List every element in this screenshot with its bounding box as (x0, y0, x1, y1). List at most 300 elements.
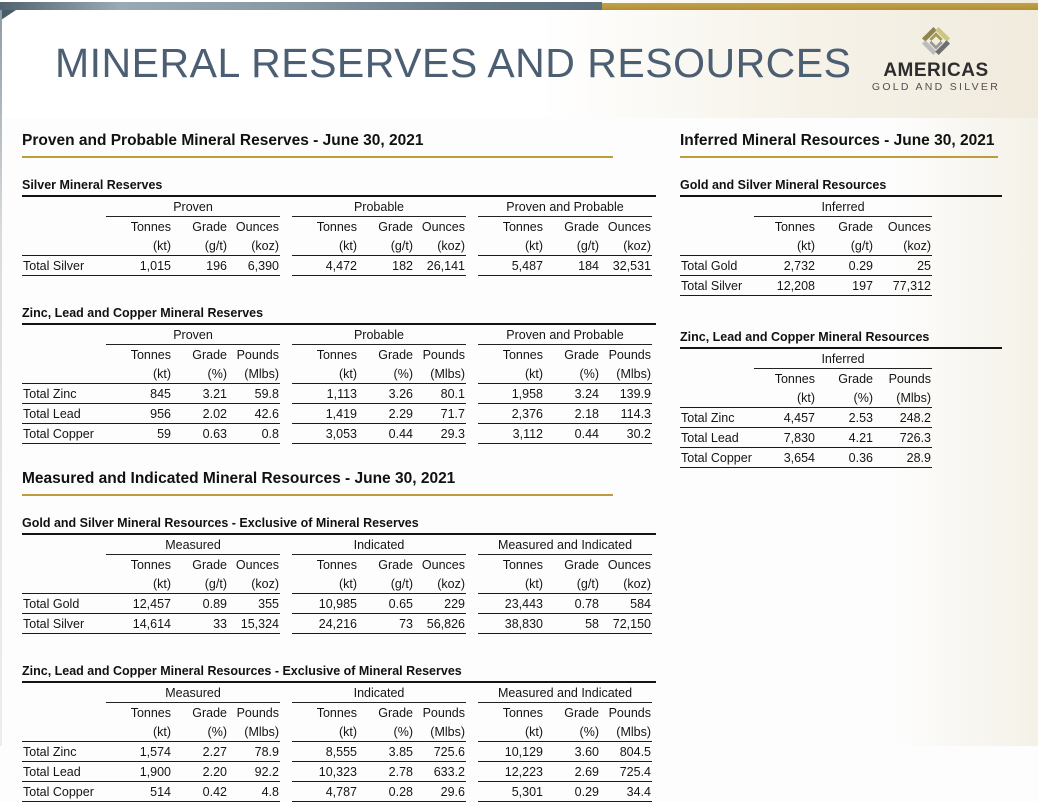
column-header: Grade (192, 705, 227, 720)
column-header: Tonnes (502, 557, 543, 572)
group-header: Inferred (754, 349, 932, 369)
cell-value: 184 (544, 256, 600, 276)
woven-diamond-logo-icon (917, 22, 955, 58)
group-header: Probable (292, 197, 466, 217)
column-header: Pounds (422, 705, 465, 720)
column-header: Grade (192, 347, 227, 362)
column-gap (466, 256, 478, 276)
column-gap (466, 217, 478, 236)
row-label: Total Zinc (22, 742, 106, 762)
cell-value: 2.18 (544, 404, 600, 424)
column-header: Tonnes (774, 219, 815, 234)
column-header: Pounds (422, 347, 465, 362)
cell-value: 8,555 (292, 742, 358, 762)
spacer-cell (680, 217, 754, 236)
column-gap (280, 256, 292, 276)
column-header: Tonnes (774, 371, 815, 386)
cell-value: 5,301 (478, 782, 544, 802)
column-gap (466, 364, 478, 384)
row-label: Total Silver (680, 276, 754, 296)
cell-value: 80.1 (414, 384, 466, 404)
table-grid (680, 197, 932, 296)
spacer-cell (680, 236, 754, 256)
cell-value: 72,150 (600, 614, 652, 634)
column-header: Grade (192, 219, 227, 234)
row-label: Total Lead (680, 428, 754, 448)
column-header: Grade (564, 347, 599, 362)
column-header: Grade (564, 219, 599, 234)
row-label: Total Lead (22, 404, 106, 424)
cell-value: 2.02 (172, 404, 228, 424)
column-header: Grade (192, 557, 227, 572)
unit-label: (kt) (292, 574, 358, 594)
cell-value: 2.78 (358, 762, 414, 782)
cell-value: 0.36 (816, 448, 874, 468)
unit-label: (%) (544, 364, 600, 384)
column-header: Grade (564, 557, 599, 572)
unit-label: (g/t) (172, 236, 228, 256)
column-gap (280, 594, 292, 614)
unit-label: (Mlbs) (874, 388, 932, 408)
cell-value: 355 (228, 594, 280, 614)
spacer-cell (22, 236, 106, 256)
unit-label: (kt) (292, 722, 358, 742)
column-header: Ounces (607, 557, 651, 572)
row-label: Total Silver (22, 614, 106, 634)
column-gap (280, 614, 292, 634)
column-header: Tonnes (502, 705, 543, 720)
column-header: Grade (564, 705, 599, 720)
cell-value: 0.44 (358, 424, 414, 444)
table-grid (22, 325, 652, 444)
unit-label: (kt) (292, 236, 358, 256)
cell-value: 182 (358, 256, 414, 276)
cell-value: 78.9 (228, 742, 280, 762)
column-gap (280, 404, 292, 424)
cell-value: 3,654 (754, 448, 816, 468)
unit-label: (g/t) (358, 236, 414, 256)
spacer-cell (680, 388, 754, 408)
cell-value: 2.27 (172, 742, 228, 762)
column-gap (280, 424, 292, 444)
unit-label: (%) (172, 722, 228, 742)
column-gap (466, 614, 478, 634)
spacer-cell (22, 345, 106, 364)
unit-label: (kt) (106, 236, 172, 256)
column-gap (280, 197, 292, 217)
cell-value: 38,830 (478, 614, 544, 634)
cell-value: 34.4 (600, 782, 652, 802)
group-header: Proven and Probable (478, 325, 652, 345)
unit-label: (Mlbs) (414, 722, 466, 742)
row-label: Total Gold (22, 594, 106, 614)
section-heading-reserves: Proven and Probable Mineral Reserves - June 30, 2021 (22, 132, 613, 158)
cell-value: 15,324 (228, 614, 280, 634)
cell-value: 0.29 (816, 256, 874, 276)
row-label: Total Gold (680, 256, 754, 276)
column-header: Grade (378, 705, 413, 720)
table-subtitle: Gold and Silver Mineral Resources - Exclusive of Mineral Reserves (22, 515, 656, 535)
cell-value: 514 (106, 782, 172, 802)
cell-value: 2.29 (358, 404, 414, 424)
column-gap (466, 535, 478, 555)
column-header: Grade (838, 371, 873, 386)
group-header: Measured and Indicated (478, 535, 652, 555)
unit-label: (kt) (106, 722, 172, 742)
column-gap (466, 555, 478, 574)
column-gap (466, 325, 478, 345)
column-header: Ounces (421, 219, 465, 234)
column-gap (280, 574, 292, 594)
cell-value: 59 (106, 424, 172, 444)
logo-company-name: AMERICAS (883, 60, 989, 81)
cell-value: 23,443 (478, 594, 544, 614)
column-header: Pounds (236, 705, 279, 720)
cell-value: 33 (172, 614, 228, 634)
cell-value: 2.53 (816, 408, 874, 428)
group-header: Proven (106, 197, 280, 217)
spacer-cell (22, 364, 106, 384)
logo-tagline: GOLD AND SILVER (871, 81, 1001, 93)
unit-label: (g/t) (172, 574, 228, 594)
unit-label: (g/t) (544, 236, 600, 256)
cell-value: 229 (414, 594, 466, 614)
spacer-cell (22, 722, 106, 742)
unit-label: (koz) (600, 236, 652, 256)
cell-value: 42.6 (228, 404, 280, 424)
spacer-cell (22, 197, 106, 217)
company-logo (856, 22, 1016, 94)
cell-value: 28.9 (874, 448, 932, 468)
column-header: Tonnes (316, 219, 357, 234)
spacer-cell (680, 369, 754, 388)
cell-value: 2.20 (172, 762, 228, 782)
column-gap (466, 782, 478, 802)
cell-value: 4.21 (816, 428, 874, 448)
cell-value: 12,223 (478, 762, 544, 782)
corner-notch (1, 10, 16, 20)
row-label: Total Silver (22, 256, 106, 276)
spacer-cell (22, 555, 106, 574)
cell-value: 12,208 (754, 276, 816, 296)
group-header: Proven and Probable (478, 197, 652, 217)
cell-value: 14,614 (106, 614, 172, 634)
column-header: Tonnes (502, 347, 543, 362)
column-header: Pounds (608, 705, 651, 720)
cell-value: 0.8 (228, 424, 280, 444)
spacer-cell (22, 217, 106, 236)
column-header: Tonnes (130, 705, 171, 720)
group-header: Measured (106, 683, 280, 703)
cell-value: 5,487 (478, 256, 544, 276)
cell-value: 56,826 (414, 614, 466, 634)
cell-value: 4,472 (292, 256, 358, 276)
unit-label: (koz) (600, 574, 652, 594)
column-header: Pounds (608, 347, 651, 362)
column-gap (466, 236, 478, 256)
spacer-cell (22, 683, 106, 703)
spacer-cell (22, 535, 106, 555)
unit-label: (kt) (292, 364, 358, 384)
cell-value: 633.2 (414, 762, 466, 782)
column-gap (280, 742, 292, 762)
column-gap (280, 236, 292, 256)
cell-value: 3.24 (544, 384, 600, 404)
top-accent-bar-gold (602, 3, 1038, 10)
column-gap (466, 703, 478, 722)
slide-body (0, 118, 1038, 799)
column-header: Pounds (888, 371, 931, 386)
cell-value: 114.3 (600, 404, 652, 424)
unit-label: (Mlbs) (228, 364, 280, 384)
unit-label: (g/t) (544, 574, 600, 594)
section-heading-measured-indicated: Measured and Indicated Mineral Resources - June 30, 2021 (22, 470, 613, 496)
table-zinc-lead-copper-inferred-resources (680, 329, 1002, 468)
table-grid (680, 349, 932, 468)
column-gap (280, 762, 292, 782)
unit-label: (koz) (228, 574, 280, 594)
row-label: Total Zinc (680, 408, 754, 428)
column-gap (466, 742, 478, 762)
unit-label: (%) (358, 364, 414, 384)
cell-value: 196 (172, 256, 228, 276)
table-subtitle: Zinc, Lead and Copper Mineral Resources - Exclusive of Mineral Reserves (22, 663, 656, 683)
column-header: Grade (378, 219, 413, 234)
column-gap (466, 574, 478, 594)
row-label: Total Zinc (22, 384, 106, 404)
spacer-cell (22, 703, 106, 722)
unit-label: (%) (172, 364, 228, 384)
section-heading-inferred: Inferred Mineral Resources - June 30, 2021 (680, 132, 998, 158)
column-gap (280, 782, 292, 802)
column-header: Grade (378, 557, 413, 572)
cell-value: 25 (874, 256, 932, 276)
cell-value: 1,015 (106, 256, 172, 276)
cell-value: 6,390 (228, 256, 280, 276)
spacer-cell (22, 325, 106, 345)
cell-value: 26,141 (414, 256, 466, 276)
column-header: Tonnes (316, 347, 357, 362)
cell-value: 1,113 (292, 384, 358, 404)
column-gap (280, 683, 292, 703)
column-header: Tonnes (130, 347, 171, 362)
group-header: Proven (106, 325, 280, 345)
unit-label: (koz) (414, 236, 466, 256)
table-subtitle: Gold and Silver Mineral Resources (680, 177, 1002, 197)
page-title: MINERAL RESERVES AND RESOURCES (55, 40, 852, 86)
unit-label: (kt) (106, 364, 172, 384)
cell-value: 0.89 (172, 594, 228, 614)
cell-value: 0.28 (358, 782, 414, 802)
spacer-cell (22, 574, 106, 594)
cell-value: 248.2 (874, 408, 932, 428)
cell-value: 3.85 (358, 742, 414, 762)
slide-header (0, 0, 1038, 119)
cell-value: 0.42 (172, 782, 228, 802)
cell-value: 32,531 (600, 256, 652, 276)
column-gap (280, 364, 292, 384)
column-gap (280, 217, 292, 236)
cell-value: 1,958 (478, 384, 544, 404)
cell-value: 0.63 (172, 424, 228, 444)
cell-value: 0.29 (544, 782, 600, 802)
column-header: Ounces (235, 557, 279, 572)
column-header: Pounds (236, 347, 279, 362)
unit-label: (kt) (478, 364, 544, 384)
cell-value: 0.65 (358, 594, 414, 614)
column-header: Tonnes (502, 219, 543, 234)
unit-label: (kt) (478, 574, 544, 594)
column-gap (466, 683, 478, 703)
cell-value: 725.6 (414, 742, 466, 762)
cell-value: 29.6 (414, 782, 466, 802)
unit-label: (%) (358, 722, 414, 742)
group-header: Indicated (292, 683, 466, 703)
left-edge-line (0, 10, 2, 746)
cell-value: 3.26 (358, 384, 414, 404)
table-zinc-lead-copper-reserves (22, 305, 656, 444)
unit-label: (Mlbs) (600, 364, 652, 384)
column-gap (466, 384, 478, 404)
cell-value: 92.2 (228, 762, 280, 782)
column-header: Tonnes (130, 557, 171, 572)
cell-value: 3,053 (292, 424, 358, 444)
unit-label: (Mlbs) (414, 364, 466, 384)
group-header: Inferred (754, 197, 932, 217)
right-column (680, 132, 1002, 468)
group-header: Indicated (292, 535, 466, 555)
table-zinc-lead-copper-mi-resources (22, 663, 656, 802)
cell-value: 58 (544, 614, 600, 634)
column-gap (466, 594, 478, 614)
row-label: Total Copper (680, 448, 754, 468)
column-gap (280, 722, 292, 742)
cell-value: 30.2 (600, 424, 652, 444)
column-header: Ounces (607, 219, 651, 234)
column-header: Grade (378, 347, 413, 362)
table-subtitle: Zinc, Lead and Copper Mineral Resources (680, 329, 1002, 349)
group-header: Measured (106, 535, 280, 555)
cell-value: 73 (358, 614, 414, 634)
column-gap (280, 555, 292, 574)
column-header: Ounces (887, 219, 931, 234)
cell-value: 804.5 (600, 742, 652, 762)
cell-value: 7,830 (754, 428, 816, 448)
cell-value: 4,457 (754, 408, 816, 428)
column-gap (466, 197, 478, 217)
cell-value: 3.60 (544, 742, 600, 762)
group-header: Measured and Indicated (478, 683, 652, 703)
unit-label: (Mlbs) (228, 722, 280, 742)
column-gap (280, 345, 292, 364)
column-gap (280, 535, 292, 555)
table-silver-mineral-reserves (22, 177, 656, 276)
table-gold-silver-inferred-resources (680, 177, 1002, 296)
cell-value: 0.44 (544, 424, 600, 444)
unit-label: (kt) (478, 236, 544, 256)
cell-value: 139.9 (600, 384, 652, 404)
column-gap (280, 384, 292, 404)
cell-value: 4,787 (292, 782, 358, 802)
row-label: Total Copper (22, 782, 106, 802)
column-header: Ounces (235, 219, 279, 234)
column-header: Grade (838, 219, 873, 234)
column-gap (466, 345, 478, 364)
cell-value: 4.8 (228, 782, 280, 802)
cell-value: 1,900 (106, 762, 172, 782)
column-gap (466, 762, 478, 782)
unit-label: (%) (816, 388, 874, 408)
column-gap (466, 404, 478, 424)
unit-label: (kt) (754, 236, 816, 256)
column-gap (280, 325, 292, 345)
unit-label: (%) (544, 722, 600, 742)
table-subtitle: Silver Mineral Reserves (22, 177, 656, 197)
cell-value: 0.78 (544, 594, 600, 614)
cell-value: 2,732 (754, 256, 816, 276)
spacer-cell (680, 197, 754, 217)
cell-value: 3.21 (172, 384, 228, 404)
column-header: Ounces (421, 557, 465, 572)
cell-value: 2,376 (478, 404, 544, 424)
left-column (22, 132, 656, 802)
spacer-cell (680, 349, 754, 369)
cell-value: 725.4 (600, 762, 652, 782)
column-gap (466, 722, 478, 742)
column-gap (466, 424, 478, 444)
group-header: Probable (292, 325, 466, 345)
row-label: Total Copper (22, 424, 106, 444)
table-grid (22, 535, 652, 634)
cell-value: 12,457 (106, 594, 172, 614)
unit-label: (koz) (228, 236, 280, 256)
cell-value: 956 (106, 404, 172, 424)
unit-label: (kt) (478, 722, 544, 742)
cell-value: 197 (816, 276, 874, 296)
table-grid (22, 683, 652, 802)
cell-value: 29.3 (414, 424, 466, 444)
unit-label: (kt) (106, 574, 172, 594)
table-subtitle: Zinc, Lead and Copper Mineral Reserves (22, 305, 656, 325)
column-header: Tonnes (316, 705, 357, 720)
unit-label: (koz) (874, 236, 932, 256)
cell-value: 10,129 (478, 742, 544, 762)
table-grid (22, 197, 652, 276)
cell-value: 3,112 (478, 424, 544, 444)
cell-value: 1,574 (106, 742, 172, 762)
column-header: Tonnes (130, 219, 171, 234)
unit-label: (g/t) (816, 236, 874, 256)
cell-value: 77,312 (874, 276, 932, 296)
column-header: Tonnes (316, 557, 357, 572)
unit-label: (g/t) (358, 574, 414, 594)
top-accent-bar-slate (0, 2, 602, 10)
cell-value: 10,323 (292, 762, 358, 782)
row-label: Total Lead (22, 762, 106, 782)
cell-value: 584 (600, 594, 652, 614)
unit-label: (Mlbs) (600, 722, 652, 742)
column-gap (280, 703, 292, 722)
cell-value: 59.8 (228, 384, 280, 404)
cell-value: 24,216 (292, 614, 358, 634)
table-gold-silver-mi-resources (22, 515, 656, 634)
cell-value: 845 (106, 384, 172, 404)
cell-value: 726.3 (874, 428, 932, 448)
cell-value: 2.69 (544, 762, 600, 782)
unit-label: (kt) (754, 388, 816, 408)
cell-value: 10,985 (292, 594, 358, 614)
unit-label: (koz) (414, 574, 466, 594)
